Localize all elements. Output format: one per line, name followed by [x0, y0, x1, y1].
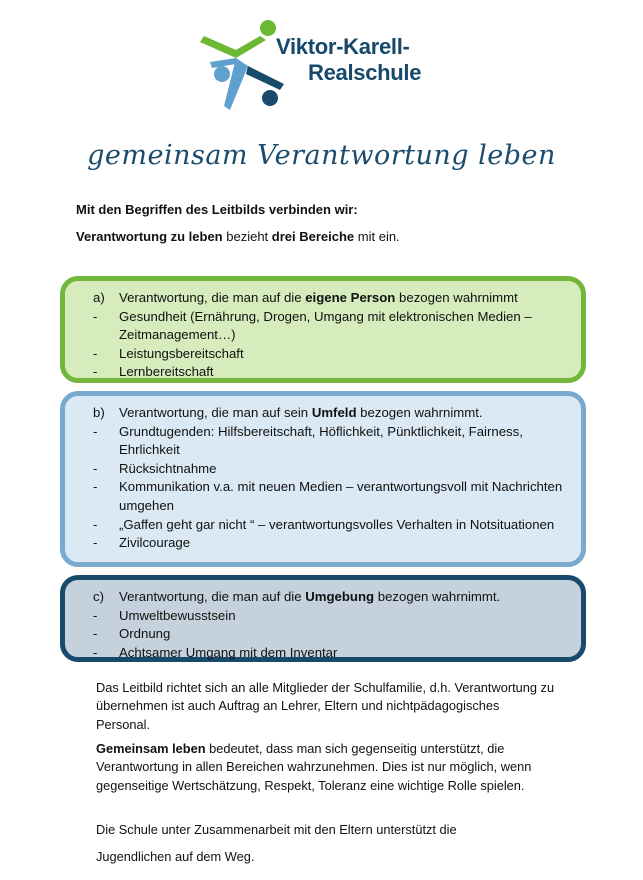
- section-c-box: [60, 575, 586, 662]
- list-item-text: Achtsamer Umgang mit dem Inventar: [119, 644, 338, 660]
- dash-marker: -: [93, 607, 98, 623]
- list-item-text: Ordnung: [119, 626, 171, 642]
- dash-marker: -: [93, 479, 98, 495]
- list-item: [93, 607, 567, 626]
- list-item-text: Gesundheit (Ernährung, Drogen, Umgang mit elektronischen Medien – Zeitmanagement…): [119, 308, 532, 343]
- intro-text-1: bezieht: [222, 229, 272, 244]
- logo-text-line1: Viktor-Karell-: [276, 34, 410, 59]
- dash-marker: -: [93, 423, 98, 439]
- paragraph-school-line1: Die Schule unter Zusammenarbeit mit den Eltern unterstützt die: [96, 822, 457, 837]
- school-logo: [196, 14, 436, 114]
- section-heading: [93, 289, 567, 308]
- intro-line-1: Mit den Begriffen des Leitbilds verbinden wir:: [76, 202, 358, 217]
- intro-line-2: [76, 229, 400, 244]
- heading-bold: Umgebung: [305, 589, 375, 604]
- dash-marker: -: [93, 535, 98, 551]
- paragraph-school-line2: Jugendlichen auf dem Weg.: [96, 849, 255, 864]
- dash-marker: -: [93, 364, 98, 380]
- list-item-text: Grundtugenden: Hilfsbereitschaft, Höflichkeit, Pünktlichkeit, Fairness, Ehrlichkeit: [119, 423, 523, 458]
- list-item: [93, 345, 567, 364]
- section-marker: b): [93, 405, 105, 420]
- list-item: [93, 423, 567, 460]
- list-item: [93, 644, 567, 663]
- dash-marker: -: [93, 516, 98, 532]
- list-item: [93, 625, 567, 644]
- dash-marker: -: [93, 626, 98, 642]
- dash-marker: -: [93, 308, 98, 324]
- list-item-text: Rücksichtnahme: [119, 460, 217, 476]
- logo-figures-icon: [196, 14, 286, 114]
- section-marker: c): [93, 589, 104, 604]
- list-item: [93, 516, 567, 535]
- list-item: [93, 460, 567, 479]
- paragraph-bold: Gemeinsam leben: [96, 741, 206, 756]
- heading-text-end: bezogen wahrnimmt: [395, 290, 518, 305]
- intro-text-2: mit ein.: [354, 229, 400, 244]
- intro-bold-2: drei Bereiche: [271, 229, 355, 244]
- section-heading: [93, 404, 567, 423]
- list-item-text: Leistungsbereitschaft: [119, 345, 244, 361]
- section-b-box: [60, 391, 586, 567]
- dash-marker: -: [93, 644, 98, 660]
- list-item-text: Umweltbewusstsein: [119, 607, 236, 623]
- intro-bold-1: Verantwortung zu leben: [76, 229, 223, 244]
- logo-text-line2: Realschule: [308, 60, 422, 85]
- heading-bold: eigene Person: [305, 290, 396, 305]
- paragraph-target-group: Das Leitbild richtet sich an alle Mitglieder der Schulfamilie, d.h. Verantwortung zu übernehmen ist auch Auftrag an Lehrer, Eltern und nichtpädagogisches Personal.: [96, 680, 555, 732]
- list-item-text: Zivilcourage: [119, 535, 191, 551]
- section-a-box: [60, 276, 586, 383]
- section-heading: [93, 588, 567, 607]
- heading-text-end: bezogen wahrnimmt.: [356, 405, 483, 420]
- heading-text-end: bezogen wahrnimmt.: [374, 589, 501, 604]
- list-item-text: Kommunikation v.a. mit neuen Medien – verantwortungsvoll mit Nachrichten umgehen: [119, 479, 563, 513]
- dash-marker: -: [93, 345, 98, 361]
- heading-bold: Umfeld: [311, 405, 357, 420]
- heading-text: Verantwortung, die man auf sein: [119, 405, 312, 420]
- dash-marker: -: [93, 460, 98, 476]
- section-marker: a): [93, 290, 105, 305]
- motto-heading: gemeinsam Verantwortung leben: [87, 140, 556, 171]
- list-item: [93, 534, 567, 553]
- list-item: [93, 363, 567, 382]
- heading-text: Verantwortung, die man auf die: [119, 589, 306, 604]
- list-item-text: „Gaffen geht gar nicht “ – verantwortungsvolles Verhalten in Notsituationen: [119, 516, 555, 532]
- paragraph-living-together: [96, 740, 556, 795]
- paragraph-text: bedeutet, dass man sich gegenseitig unterstützt, die Verantwortung in allen Bereichen wahrzunehmen. Dies ist nur möglich, wenn gegenseitige Wertschätzung, Respekt, Toleranz eine wichtige Rolle spielen.: [96, 741, 532, 793]
- list-item: [93, 308, 567, 345]
- heading-text: Verantwortung, die man auf die: [119, 290, 306, 305]
- list-item-text: Lernbereitschaft: [119, 364, 214, 380]
- list-item: [93, 478, 567, 515]
